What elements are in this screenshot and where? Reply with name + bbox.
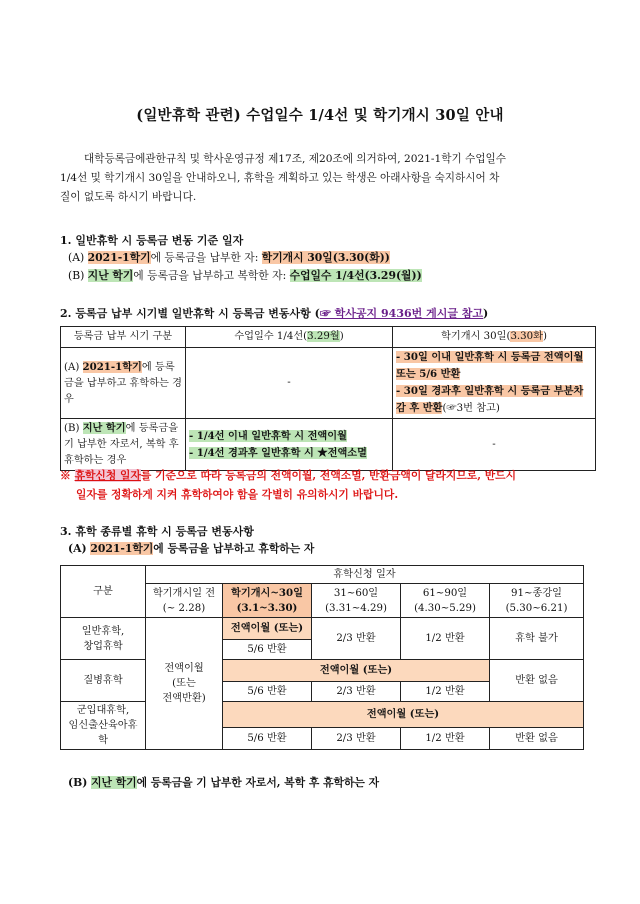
- merged-l1: 전액이월: [164, 663, 204, 674]
- th-quarter: [186, 327, 393, 348]
- th-date: 휴학신청 일자: [146, 566, 584, 584]
- note-mark: ※: [60, 469, 75, 482]
- r2-c4: 1/2 반환: [401, 682, 490, 702]
- row-a-text: 에 등록금을 납부하고 휴학하는 경우: [64, 361, 182, 405]
- row-a-quarter: -: [186, 348, 393, 419]
- item-b-term: 지난 학기: [87, 269, 134, 282]
- th-group: 구분: [61, 566, 146, 618]
- note-key: 휴학신청 일자: [74, 469, 141, 482]
- section-3-sub-a: [68, 541, 314, 556]
- col-end: [490, 584, 584, 618]
- merged-l2: (또는: [172, 678, 196, 689]
- row-b-label: [61, 419, 186, 471]
- leave-type-table: [60, 565, 584, 750]
- intro-line-1: 대학등록금에관한규칙 및 학사운영규정 제17조, 제20조에 의거하여, 2021-1학기 수업일수: [84, 153, 507, 165]
- merged-l3: 전액반환): [162, 693, 206, 704]
- th-start30-date: 3.30화: [510, 331, 543, 342]
- r1-c5: 휴학 불가: [490, 618, 584, 660]
- row-a-after30: - 30일 경과후 일반휴학 시 등록금 부분차감 후 반환: [396, 385, 584, 414]
- intro-paragraph: [60, 150, 590, 207]
- r1-transfer: 전액이월 (또는): [223, 618, 312, 640]
- row-general-l2: 창업휴학: [83, 640, 123, 652]
- row-b-after: - 1/4선 경과후 일반휴학 시 ★전액소멸: [189, 446, 367, 459]
- section-3-heading: 3. 휴학 종류별 휴학 시 등록금 변동사항: [60, 525, 254, 538]
- section-3-sub-b: [68, 775, 379, 790]
- row-a-prefix: (A): [64, 361, 83, 373]
- col-before: [146, 584, 223, 618]
- th-quarter-date: 3.29월: [307, 331, 340, 342]
- row-sick-label: 질병휴학: [61, 660, 146, 702]
- r3-c2: 5/6 반환: [223, 728, 312, 750]
- row-general-l1: 일반휴학,: [81, 625, 125, 637]
- item-b-date: 수업일수 1/4선(3.29(월)): [289, 269, 422, 282]
- section-2-close: ): [483, 307, 489, 320]
- col-30-l1: 학기개시~30일: [231, 586, 303, 599]
- item-a-prefix: (A): [68, 251, 88, 264]
- note-text-2: 일자를 정확하게 지켜 휴학하여야 함을 각별히 유의하시기 바랍니다.: [76, 488, 399, 501]
- r2-c3: 2/3 반환: [312, 682, 401, 702]
- r3-c5: 반환 없음: [490, 728, 584, 750]
- row-a-start30: [393, 348, 596, 419]
- r2-transfer: 전액이월 (또는): [223, 660, 490, 682]
- col-end-l1: 91~종강일: [510, 587, 563, 599]
- note-text-1: 를 기준으로 따라 등록금의 전액이월, 전액소멸, 반환금액이 달라지므로, 반드시: [140, 469, 517, 482]
- col-60-l2: (3.31~4.29): [325, 602, 387, 614]
- row-military-l1: 군입대휴학,: [76, 705, 130, 716]
- caution-note: [60, 466, 600, 504]
- sub-a-prefix: (A): [68, 542, 91, 555]
- sub-a-term: 2021-1학기: [90, 542, 154, 555]
- r2-c5: 반환 없음: [490, 660, 584, 702]
- col-30: [223, 584, 312, 618]
- col-60-l1: 31~60일: [333, 587, 379, 599]
- section-1-item-b: [68, 268, 422, 283]
- notice-link[interactable]: ☞ 학사공지 9436번 게시글 참고: [319, 307, 484, 320]
- col-90: [401, 584, 490, 618]
- page-title: (일반휴학 관련) 수업일수 1/4선 및 학기개시 30일 안내: [136, 107, 504, 124]
- row-b-prefix: (B): [64, 423, 83, 434]
- row-b-quarter: [186, 419, 393, 471]
- th-quarter-close: ): [339, 331, 344, 342]
- sub-a-text: 에 등록금을 납부하고 휴학하는 자: [153, 542, 315, 555]
- col-before-l1: 학기개시일 전: [152, 587, 216, 599]
- th-quarter-label: 수업일수 1/4선(: [234, 331, 308, 342]
- item-a-term: 2021-1학기: [87, 251, 151, 264]
- row-b-within: - 1/4선 이내 일반휴학 시 전액이월: [189, 429, 347, 442]
- th-start30: [393, 327, 596, 348]
- r1-c3: 2/3 반환: [312, 618, 401, 660]
- intro-line-3: 질이 없도록 하시기 바랍니다.: [60, 191, 197, 203]
- fee-change-table: [60, 326, 596, 471]
- col-90-l1: 61~90일: [422, 587, 468, 599]
- section-1-heading: 1. 일반휴학 시 등록금 변동 기준 일자: [60, 234, 244, 247]
- r3-transfer: 전액이월 (또는): [223, 702, 584, 728]
- row-a-within30: - 30일 이내 일반휴학 시 등록금 전액이월 또는 5/6 반환: [396, 351, 584, 380]
- row-military-l2: 임신출산육아휴학: [68, 720, 138, 746]
- sub-b-prefix: (B): [68, 776, 92, 789]
- r1-c4: 1/2 반환: [401, 618, 490, 660]
- col-end-l2: (5.30~6.21): [505, 602, 568, 614]
- row-b-text: 에 등록금을 기 납부한 자로서, 복학 후 휴학하는 경우: [64, 423, 179, 466]
- row-military-label: [61, 702, 146, 750]
- section-1-item-a: [68, 250, 390, 265]
- th-start30-close: ): [542, 331, 547, 342]
- row-b-start30: -: [393, 419, 596, 471]
- section-2-heading: [60, 305, 488, 321]
- col-60: [312, 584, 401, 618]
- r2-c2: 5/6 반환: [223, 682, 312, 702]
- row-a-ref: (☞3번 참고): [442, 403, 500, 414]
- item-a-date: 학기개시 30일(3.30(화)): [261, 251, 390, 264]
- sub-b-text: 에 등록금을 기 납부한 자로서, 복학 후 휴학하는 자: [136, 776, 380, 789]
- item-b-text: 에 등록금을 납부하고 복학한 자:: [133, 269, 290, 282]
- section-2-title: 2. 등록금 납부 시기별 일반휴학 시 등록금 변동사항 (: [60, 307, 320, 320]
- r3-c4: 1/2 반환: [401, 728, 490, 750]
- row-a-label: [61, 348, 186, 419]
- col-30-l2: (3.1~3.30): [236, 601, 298, 614]
- item-a-text: 에 등록금을 납부한 자:: [150, 251, 262, 264]
- row-general-label: [61, 618, 146, 660]
- r3-c3: 2/3 반환: [312, 728, 401, 750]
- row-b-term: 지난 학기: [82, 422, 126, 434]
- merged-before: [146, 618, 223, 750]
- col-90-l2: (4.30~5.29): [414, 602, 476, 614]
- item-b-prefix: (B): [68, 269, 88, 282]
- r1-c2: 5/6 반환: [223, 640, 312, 660]
- th-start30-label: 학기개시 30일(: [441, 331, 511, 342]
- row-a-term: 2021-1학기: [82, 360, 142, 373]
- intro-line-2: 1/4선 및 학기개시 30일을 안내하오니, 휴학을 계획하고 있는 학생은 아래사항을 숙지하시어 차: [60, 172, 500, 184]
- col-before-l2: (~ 2.28): [162, 602, 206, 614]
- th-period: 등록금 납부 시기 구분: [61, 327, 186, 348]
- sub-b-term: 지난 학기: [91, 776, 137, 789]
